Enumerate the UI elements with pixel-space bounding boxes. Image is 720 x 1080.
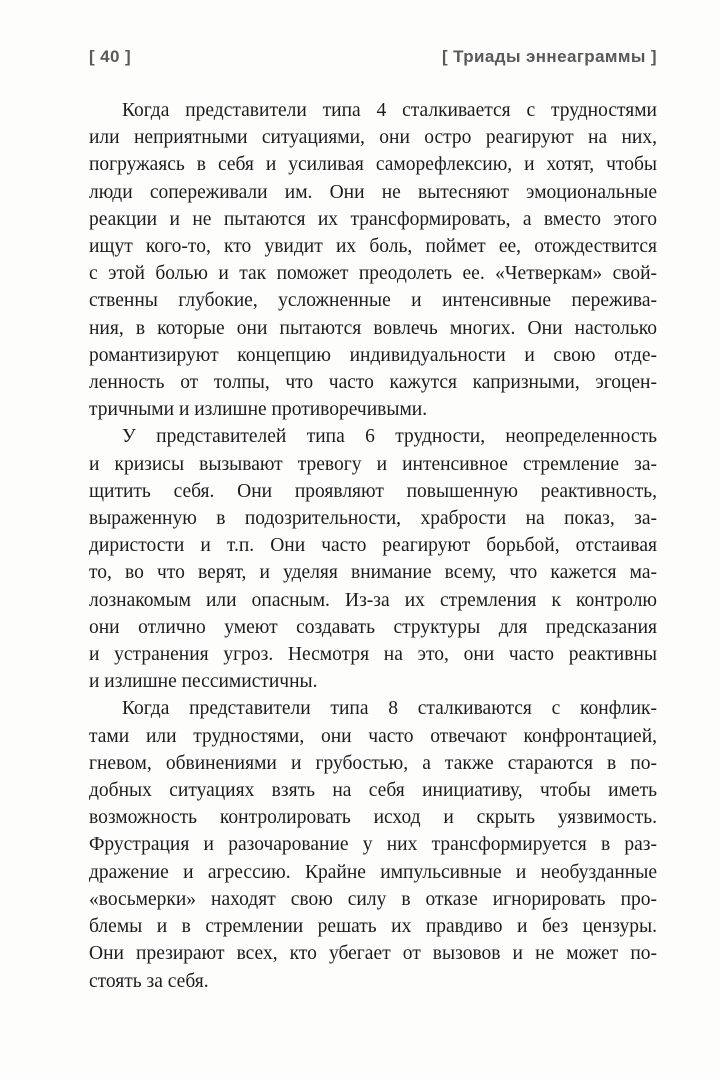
text-line: Они презирают всех, кто убегает от вызовов и не может по- — [89, 943, 657, 965]
text-line: У представителей типа 6 трудности, неопределенность — [122, 426, 657, 448]
text-line: или неприятными ситуациями, они остро реагируют на них, — [89, 127, 657, 149]
text-line: реакции и не пытаются их трансформировать, а вместо этого — [89, 208, 657, 230]
text-line: добных ситуациях взять на себя инициативу, чтобы иметь — [89, 780, 657, 802]
text-line: и излишне пессимистичны. — [89, 671, 318, 693]
text-line: тами или трудностями, они часто отвечают конфронтацией, — [89, 725, 657, 747]
text-line: люди сопереживали им. Они не вытесняют эмоциональные — [89, 181, 657, 203]
text-line: и устранения угроз. Несмотря на это, они часто реактивны — [89, 644, 657, 666]
text-line: выраженную в подозрительности, храбрости на показ, за- — [89, 508, 657, 530]
text-line: Когда представители типа 4 сталкивается с трудностями — [122, 100, 657, 121]
text-line: диристости и т.п. Они часто реагируют борьбой, отстаивая — [89, 535, 657, 557]
text-line: то, во что верят, и уделяя внимание всему, что кажется ма- — [89, 562, 657, 584]
text-line: тричными и излишне противоречивыми. — [89, 399, 428, 421]
text-line: романтизируют концепцию индивидуальности и свою отде- — [89, 344, 657, 366]
text-line: дражение и агрессию. Крайне импульсивные и необузданные — [89, 861, 657, 883]
text-line: погружаясь в себя и усиливая саморефлексию, и хотят, чтобы — [89, 154, 657, 176]
text-line: «восьмерки» находят свою силу в отказе игнорировать про- — [89, 888, 657, 910]
text-line: ленность от толпы, что часто кажутся капризными, эгоцен- — [89, 372, 657, 394]
text-line: и кризисы вызывают тревогу и интенсивное стремление за- — [89, 453, 657, 475]
text-line: Фрустрация и разочарование у них трансформируется в раз- — [89, 834, 657, 856]
text-line: блемы и в стремлении решать их правдиво и без цензуры. — [89, 916, 657, 938]
section-title: [ Триады эннеаграммы ] — [441, 47, 657, 66]
text-line: ственны глубокие, усложненные и интенсивные пережива- — [89, 290, 657, 312]
text-line: ния, в которые они пытаются вовлечь многих. Они настолько — [89, 317, 657, 339]
text-line: возможность контролировать исход и скрыть уязвимость. — [89, 807, 657, 829]
text-line: они отлично умеют создавать структуры для предсказания — [89, 616, 657, 638]
page-number: [ 40 ] — [89, 47, 132, 66]
paragraph — [89, 695, 657, 994]
text-line: лознакомым или опасным. Из-за их стремления к контролю — [89, 589, 657, 611]
page-body — [89, 97, 657, 995]
text-line: гневом, обвинениями и грубостью, а также стараются в по- — [89, 752, 657, 774]
running-header — [89, 47, 657, 67]
text-line: стоять за себя. — [89, 970, 209, 992]
paragraph — [89, 423, 657, 695]
text-line: ищут кого-то, кто увидит их боль, поймет ее, отождествится — [89, 236, 657, 258]
text-line: щитить себя. Они проявляют повышенную реактивность, — [89, 480, 657, 502]
text-line: с этой болью и так поможет преодолеть ее. «Четверкам» свой- — [89, 263, 657, 285]
paragraph — [89, 97, 657, 423]
text-line: Когда представители типа 8 сталкиваются с конфлик- — [122, 698, 657, 720]
